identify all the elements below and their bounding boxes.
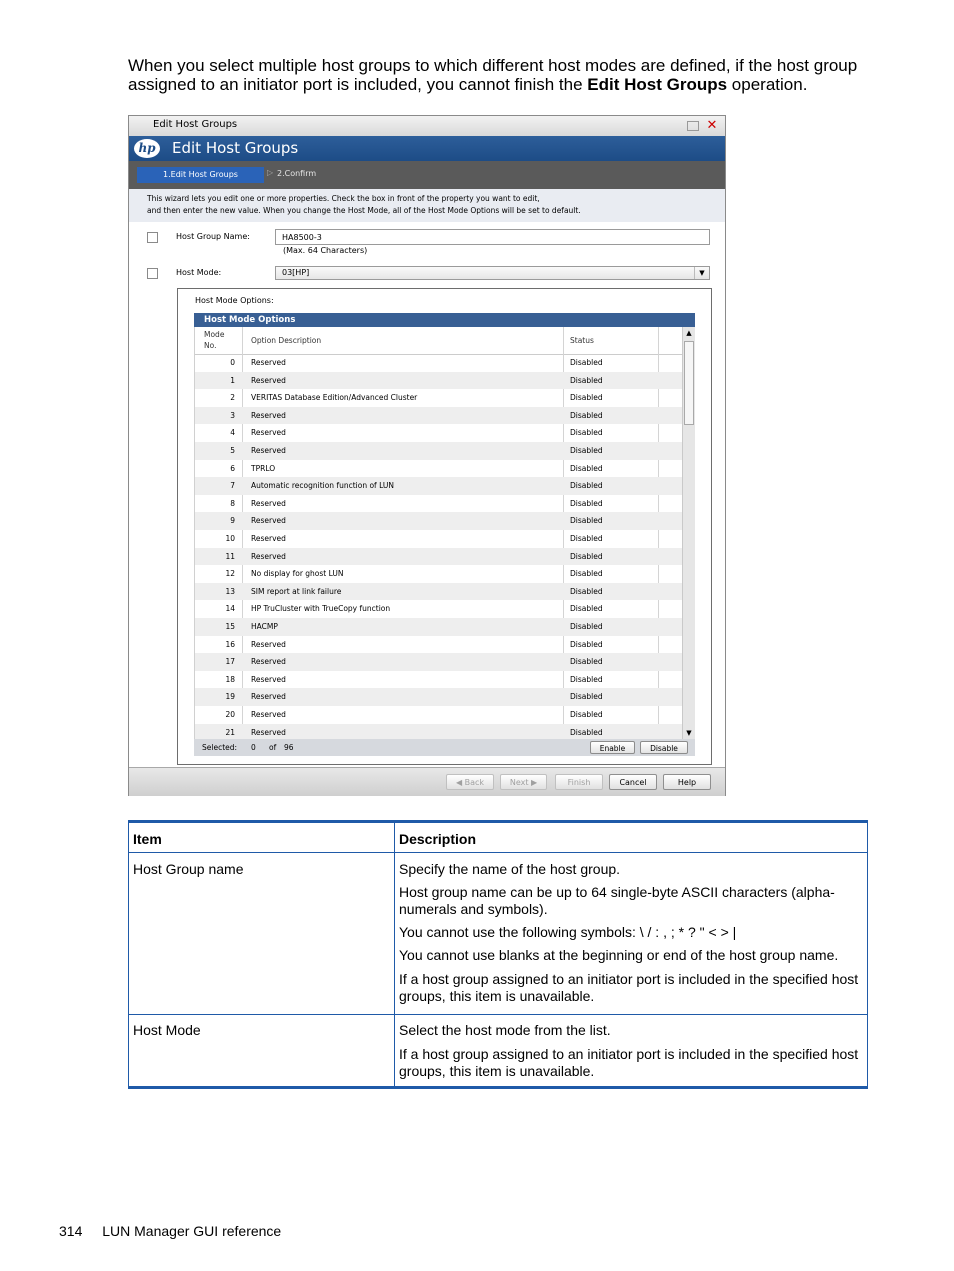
table-row[interactable] <box>195 636 683 654</box>
grid-column-headers <box>195 327 683 355</box>
status-cell: Disabled <box>570 710 603 719</box>
description-paragraph: Select the host mode from the list. <box>399 1022 611 1038</box>
option-description-cell: Reserved <box>251 657 286 667</box>
chevron-down-icon[interactable]: ▼ <box>694 267 709 279</box>
window-titlebar <box>129 116 725 137</box>
option-description-cell: Reserved <box>251 410 286 420</box>
table-row[interactable] <box>195 600 683 618</box>
option-description-cell: TPRLO <box>251 463 276 473</box>
mode-no-cell: 1 <box>230 375 235 385</box>
mode-no-cell: 15 <box>225 622 235 631</box>
status-cell: Disabled <box>570 481 603 491</box>
window-title: Edit Host Groups <box>153 119 238 130</box>
status-cell: Disabled <box>570 692 603 702</box>
reference-table <box>128 820 868 1089</box>
table-row[interactable] <box>195 671 683 689</box>
mode-no-cell: 20 <box>225 710 235 719</box>
host-group-name-input[interactable]: HA8500-3 <box>275 229 710 245</box>
mode-no-cell: 18 <box>225 674 235 684</box>
options-grid <box>194 327 683 739</box>
status-cell: Disabled <box>570 639 603 649</box>
mode-no-cell: 2 <box>230 393 235 403</box>
mode-no-cell: 11 <box>225 551 235 561</box>
mode-no-cell: 8 <box>230 498 235 508</box>
mode-no-cell: 9 <box>230 516 235 526</box>
option-description-cell: Reserved <box>251 692 286 702</box>
host-group-name-hint: (Max. 64 Characters) <box>283 246 368 255</box>
step-arrow-icon: ▷ <box>267 168 274 177</box>
mode-no-cell: 6 <box>230 463 235 473</box>
option-description-cell: Reserved <box>251 375 286 385</box>
step-confirm: 2.Confirm <box>277 169 317 178</box>
table-row[interactable] <box>195 548 683 566</box>
header-item: Item <box>133 831 162 847</box>
hp-logo: hp <box>134 139 160 158</box>
option-description-cell: Reserved <box>251 446 286 455</box>
mode-no-cell: 3 <box>230 410 235 420</box>
description-paragraph: Host group name can be up to 64 single-byte ASCII characters (alpha-numerals and symbols). <box>399 884 835 917</box>
page-footer <box>59 1223 297 1239</box>
option-description-cell: Reserved <box>251 674 286 684</box>
table-row[interactable] <box>195 495 683 513</box>
close-icon[interactable]: ✕ <box>706 118 718 133</box>
header-description: Description <box>399 831 477 847</box>
status-cell: Disabled <box>570 375 603 385</box>
table-border <box>128 852 868 853</box>
option-description-cell: Reserved <box>251 639 286 649</box>
mode-no-cell: 16 <box>225 639 235 649</box>
column-mode-no[interactable]: Mode <box>204 330 225 339</box>
disable-button[interactable]: Disable <box>640 741 688 754</box>
column-mode-no-2[interactable]: No. <box>204 341 217 350</box>
of-label: of <box>269 743 277 752</box>
description-line: This wizard lets you edit one or more properties. Check the box in front of the property you want to edit, <box>147 194 540 203</box>
option-description-cell: Reserved <box>251 534 286 543</box>
host-mode-label: Host Mode: <box>176 268 222 277</box>
status-cell: Disabled <box>570 657 603 667</box>
cancel-button[interactable]: Cancel <box>609 774 657 790</box>
status-cell: Disabled <box>570 463 603 473</box>
scroll-thumb[interactable] <box>684 341 694 425</box>
option-description-cell: HP TruCluster with TrueCopy function <box>251 604 391 614</box>
mode-no-cell: 10 <box>225 534 235 543</box>
table-border <box>128 1014 868 1015</box>
table-row[interactable] <box>195 477 683 495</box>
grid-footer <box>194 739 695 756</box>
grid-scrollbar[interactable] <box>682 327 695 739</box>
column-option-description[interactable]: Option Description <box>251 336 322 345</box>
help-button[interactable]: Help <box>663 774 711 790</box>
status-cell: Disabled <box>570 498 603 508</box>
description-paragraph: You cannot use blanks at the beginning or end of the host group name. <box>399 947 839 963</box>
option-description-cell: Reserved <box>251 516 286 526</box>
table-row[interactable] <box>195 424 683 442</box>
option-description-cell: VERITAS Database Edition/Advanced Cluster <box>251 393 418 403</box>
status-cell: Disabled <box>570 551 603 561</box>
description-paragraph: If a host group assigned to an initiator port is included in the specified host groups, this item is unavailable. <box>399 1046 859 1079</box>
option-description-cell: No display for ghost LUN <box>251 569 344 579</box>
description-line: and then enter the new value. When you change the Host Mode, all of the Host Mode Options will be set to default. <box>147 206 581 215</box>
status-cell: Disabled <box>570 622 603 631</box>
status-cell: Disabled <box>570 358 603 367</box>
description-paragraph: Specify the name of the host group. <box>399 861 621 877</box>
option-description-cell: Reserved <box>251 428 286 438</box>
table-row[interactable] <box>195 653 683 671</box>
status-cell: Disabled <box>570 534 603 543</box>
wizard-description <box>129 189 725 222</box>
table-row[interactable] <box>195 565 683 583</box>
item-host-group-name: Host Group name <box>133 861 244 877</box>
table-row[interactable] <box>195 583 683 601</box>
next-button[interactable]: Next ▶ <box>500 774 547 790</box>
table-row[interactable] <box>195 389 683 407</box>
edit-host-groups-window <box>128 115 726 796</box>
page-number: 314 <box>59 1223 83 1239</box>
table-row[interactable] <box>195 354 683 372</box>
status-cell: Disabled <box>570 674 603 684</box>
intro-text-end: operation. <box>727 75 808 94</box>
status-cell: Disabled <box>570 516 603 526</box>
grid-title: Host Mode Options <box>194 313 695 327</box>
restore-icon[interactable] <box>687 121 699 131</box>
status-cell: Disabled <box>570 604 603 614</box>
mode-no-cell: 5 <box>230 446 235 455</box>
mode-no-cell: 7 <box>230 481 235 491</box>
intro-text: When you select multiple host groups to which different host modes are defined, if the host group assigned to an initiator port is included, you cannot finish the <box>128 56 858 94</box>
status-cell: Disabled <box>570 446 603 455</box>
option-description-cell: Reserved <box>251 710 286 719</box>
mode-no-cell: 14 <box>225 604 235 614</box>
banner-title: Edit Host Groups <box>172 139 299 157</box>
scroll-up-icon[interactable]: ▲ <box>686 329 692 337</box>
host-group-name-checkbox[interactable] <box>147 232 158 243</box>
intro-bold: Edit Host Groups <box>587 75 728 94</box>
option-description-cell: SIM report at link failure <box>251 586 342 596</box>
table-row[interactable] <box>195 724 683 739</box>
option-description-cell: Reserved <box>251 551 286 561</box>
mode-no-cell: 19 <box>225 692 235 702</box>
mode-no-cell: 17 <box>225 657 235 667</box>
host-mode-select[interactable] <box>275 266 710 280</box>
table-row[interactable] <box>195 688 683 706</box>
host-group-name-label: Host Group Name: <box>176 232 250 241</box>
status-cell: Disabled <box>570 569 603 579</box>
total-count: 96 <box>284 743 294 752</box>
table-row[interactable] <box>195 512 683 530</box>
mode-no-cell: 21 <box>225 727 235 737</box>
table-row[interactable] <box>195 460 683 478</box>
mode-no-cell: 4 <box>230 428 235 438</box>
table-row[interactable] <box>195 618 683 636</box>
table-row[interactable] <box>195 407 683 425</box>
column-status[interactable]: Status <box>570 336 594 345</box>
description-paragraph: You cannot use the following symbols: \ / : , ; * ? " < > | <box>399 924 737 940</box>
scroll-down-icon[interactable]: ▼ <box>686 729 692 737</box>
table-border <box>394 823 395 1086</box>
table-row[interactable] <box>195 706 683 724</box>
table-row[interactable] <box>195 372 683 390</box>
table-row[interactable] <box>195 442 683 460</box>
selected-count: 0 <box>251 743 256 752</box>
selected-label: Selected: <box>202 743 238 752</box>
section-title: LUN Manager GUI reference <box>102 1223 282 1239</box>
status-cell: Disabled <box>570 428 603 438</box>
host-mode-options-label: Host Mode Options: <box>195 296 274 305</box>
back-button[interactable]: ◀ Back <box>446 774 494 790</box>
step-bar <box>129 161 725 189</box>
enable-button[interactable]: Enable <box>590 741 635 754</box>
step-edit-host-groups: 1.Edit Host Groups <box>137 167 264 183</box>
table-row[interactable] <box>195 530 683 548</box>
description-paragraph: If a host group assigned to an initiator port is included in the specified host groups, this item is unavailable. <box>399 971 859 1004</box>
option-description-cell: Reserved <box>251 358 286 367</box>
host-mode-value: 03[HP] <box>282 268 310 277</box>
option-description-cell: Reserved <box>251 727 286 737</box>
table-border <box>128 823 129 1086</box>
status-cell: Disabled <box>570 393 603 403</box>
option-description-cell: Reserved <box>251 498 286 508</box>
mode-no-cell: 13 <box>225 586 235 596</box>
status-cell: Disabled <box>570 727 603 737</box>
wizard-footer <box>129 767 725 796</box>
table-border <box>867 823 868 1086</box>
finish-button[interactable]: Finish <box>555 774 603 790</box>
host-mode-checkbox[interactable] <box>147 268 158 279</box>
status-cell: Disabled <box>570 586 603 596</box>
mode-no-cell: 0 <box>230 358 235 367</box>
intro-paragraph <box>128 56 873 94</box>
status-cell: Disabled <box>570 410 603 420</box>
option-description-cell: Automatic recognition function of LUN <box>251 481 394 491</box>
option-description-cell: HACMP <box>251 622 278 631</box>
host-mode-options-frame <box>177 288 712 765</box>
item-host-mode: Host Mode <box>133 1022 201 1038</box>
mode-no-cell: 12 <box>225 569 235 579</box>
wizard-banner <box>129 136 725 161</box>
